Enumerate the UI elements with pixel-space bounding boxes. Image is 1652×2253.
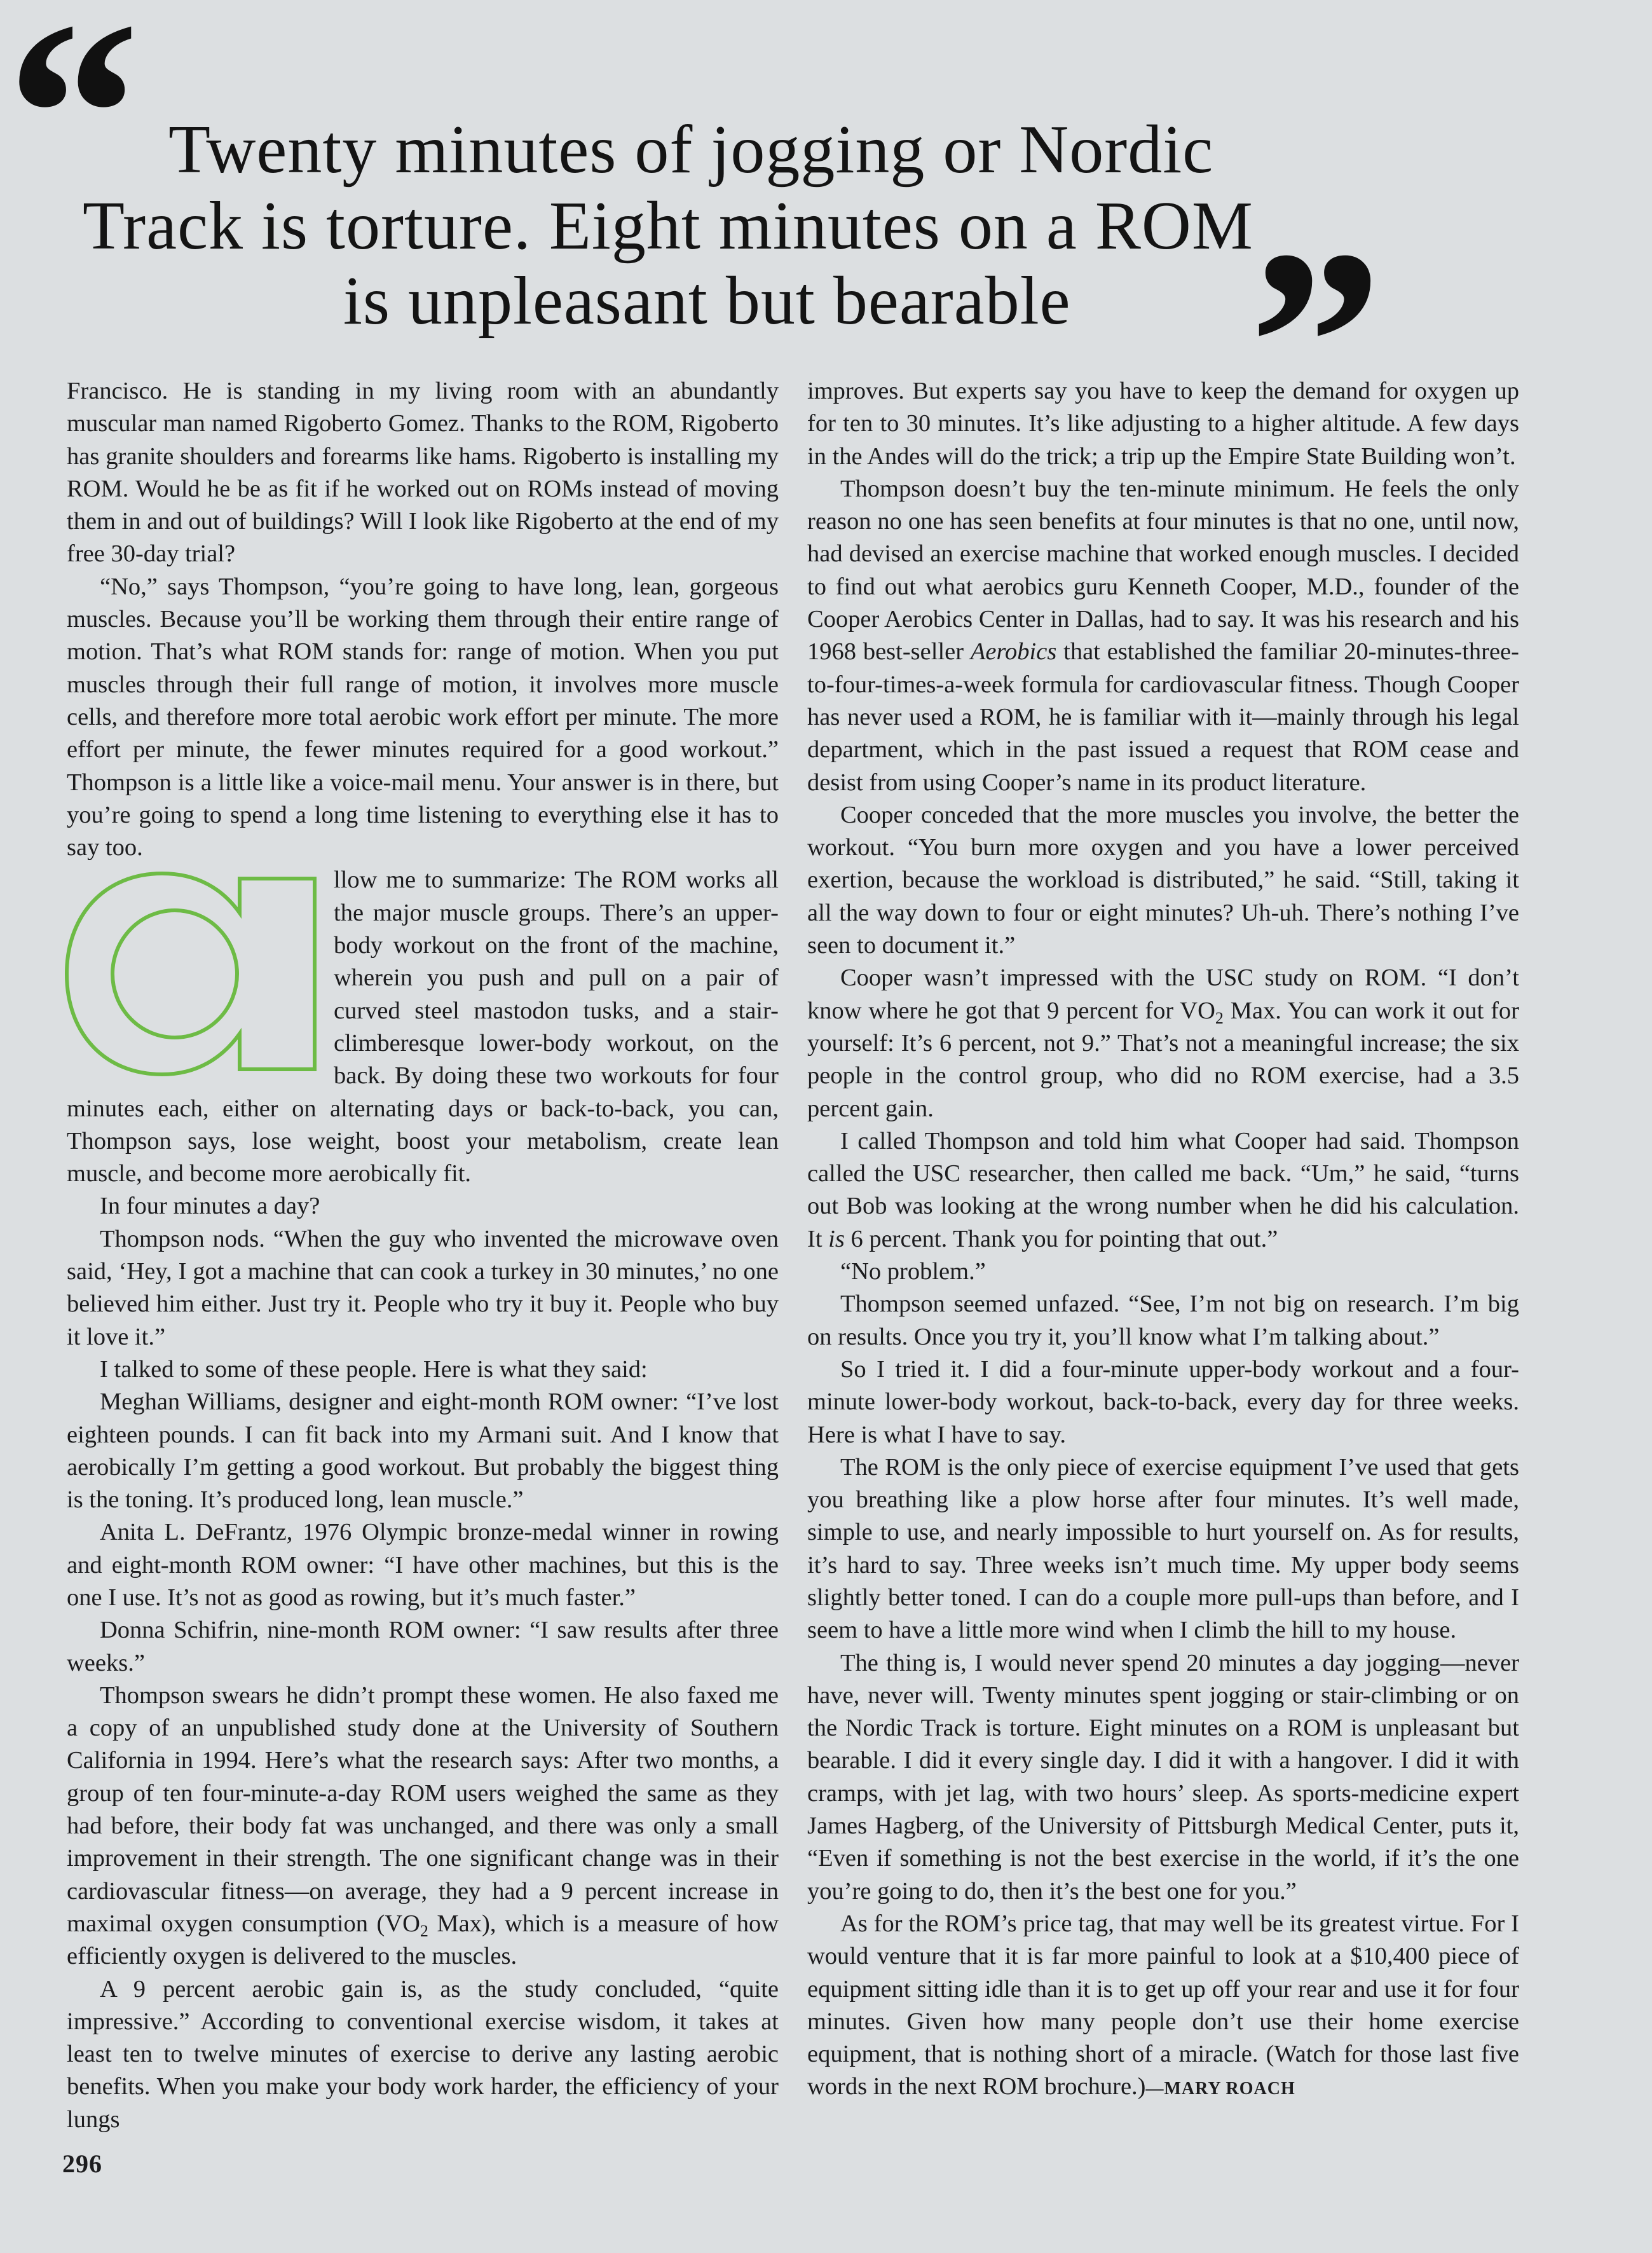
author-signature: —MARY ROACH bbox=[1145, 2079, 1295, 2099]
paragraph-text: Thompson swears he didn’t prompt these women. He also faxed me a copy of an unpublished study done at the University of Southern California in 1994. Here’s what the research says: After two months, a group of ten four-minute-a-day ROM users weighed the same as they had before, their body fat was unchanged, and there was only a small improvement in their strength. The one significant change was in their cardiovascular fitness—on average, they had a 9 percent increase in maximal oxygen consumption (VO bbox=[67, 1681, 779, 1937]
paragraph: In four minutes a day? bbox=[100, 1193, 320, 1220]
left-column bbox=[67, 375, 779, 2136]
paragraph: “No,” says Thompson, “you’re going to have long, lean, gorgeous muscles. Because you’ll be working them through their entire range of motion. That’s what ROM stands for: range of motion. When you put muscles through their full range of motion, it involves more muscle cells, and therefore more total aerobic work effort per minute. The more effort per minute, the fewer minutes required for a good workout.” Thompson is a little like a voice-mail menu. Your answer is in there, but you’re going to spend a long time listening to everything else it has to say too. bbox=[67, 573, 779, 861]
emphasis: is bbox=[828, 1225, 845, 1252]
paragraph-text: 6 percent. Thank you for pointing that out.” bbox=[844, 1225, 1278, 1252]
page-number: 296 bbox=[62, 2149, 102, 2178]
paragraph bbox=[807, 473, 1519, 799]
close-quote-mark: ” bbox=[1249, 195, 1382, 491]
pull-quote-line-3: is unpleasant but bearable bbox=[343, 263, 1071, 339]
book-title: Aerobics bbox=[970, 638, 1057, 666]
paragraph: The ROM is the only piece of exercise equipment I’ve used that gets you breathing like a plow horse after four minutes. It’s well made, simple to use, and nearly impossible to hurt yourself on. As for results, it’s hard to say. Three weeks isn’t much time. My upper body seems slightly better toned. I can do a couple more pull-ups than before, and I seem to have a little more wind when I climb the hill to my house. bbox=[807, 1453, 1519, 1644]
paragraph: A 9 percent aerobic gain is, as the study concluded, “quite impressive.” According to conventional exercise wisdom, it takes at least ten to twelve minutes of exercise to derive any lasting aerobic benefits. When you make your body work harder, the efficiency of your lungs bbox=[67, 1975, 779, 2133]
open-quote-mark: “ bbox=[6, 0, 140, 262]
paragraph: Thompson seemed unfazed. “See, I’m not big on research. I’m big on results. Once you try it, you’ll know what I’m talking about.” bbox=[807, 1291, 1519, 1350]
paragraph: Francisco. He is standing in my living room with an abundantly muscular man named Rigoberto Gomez. Thanks to the ROM, Rigoberto has granite shoulders and forearms like hams. Rigoberto is installing my ROM. Would he be as fit if he worked out on ROMs instead of moving them in and out of buildings? Will I look like Rigoberto at the end of my free 30-day trial? bbox=[67, 378, 779, 568]
paragraph-text: that established the familiar 20-minutes-three-to-four-times-a-week formula for cardiovascular fitness. Though Cooper has never used a ROM, he is familiar with it—mainly through his legal department, which in the past issued a request that ROM cease and desist from using Cooper’s name in its product literature. bbox=[807, 638, 1519, 796]
pull-quote-line-2: Track is torture. Eight minutes on a ROM bbox=[83, 188, 1253, 264]
paragraph-text: As for the ROM’s price tag, that may well be its greatest virtue. For I would venture that it is far more painful to look at a $10,400 piece of equipment sitting idle than it is to get up off your rear and use it for four minutes. Given how many people don’t use their home exercise equipment, that is nothing short of a miracle. (Watch for those last five words in the next ROM brochure.) bbox=[807, 1910, 1519, 2100]
paragraph: Anita L. DeFrantz, 1976 Olympic bronze-medal winner in rowing and eight-month ROM owner: “I have other machines, but this is the one I use. It’s not as good as rowing, but it’s much faster.” bbox=[67, 1519, 779, 1611]
paragraph: improves. But experts say you have to keep the demand for oxygen up for ten to 30 minutes. It’s like adjusting to a higher altitude. A few days in the Andes will do the trick; a trip up the Empire State Building won’t. bbox=[807, 378, 1519, 470]
paragraph bbox=[807, 1125, 1519, 1256]
paragraph: So I tried it. I did a four-minute upper-body workout and a four-minute lower-body workout, back-to-back, every day for three weeks. Here is what I have to say. bbox=[807, 1355, 1519, 1448]
subscript: 2 bbox=[1215, 1008, 1224, 1027]
section-opening-paragraph bbox=[67, 864, 779, 1190]
paragraph: Meghan Williams, designer and eight-month ROM owner: “I’ve lost eighteen pounds. I can fit back into my Armani suit. And I know that aerobically I’m getting a good workout. But probably the biggest thing is the toning. It’s produced long, lean muscle.” bbox=[67, 1388, 779, 1514]
paragraph: Donna Schifrin, nine-month ROM owner: “I saw results after three weeks.” bbox=[67, 1617, 779, 1676]
paragraph: Thompson nods. “When the guy who invented the microwave oven said, ‘Hey, I got a machine that can cook a turkey in 30 minutes,’ no one believed him either. Just try it. People who try it buy it. People who buy it love it.” bbox=[67, 1225, 779, 1350]
subscript: 2 bbox=[420, 1921, 428, 1940]
paragraph-text: I called Thompson and told him what Cooper had said. Thompson called the USC researcher, then called me back. “Um,” he said, “turns out Bob was looking at the wrong number when he did his calculation. It bbox=[807, 1127, 1519, 1252]
dropcap-a-outline bbox=[60, 867, 327, 1080]
right-column bbox=[807, 375, 1519, 2106]
paragraph-text: Max), which is a measure of how efficiently oxygen is delivered to the muscles. bbox=[67, 1910, 779, 1970]
paragraph: Cooper conceded that the more muscles you involve, the better the workout. “You burn more oxygen and you have a lower perceived exertion, because the workload is distributed,” he said. “Still, taking it all the way down to four or eight minutes? Uh-uh. There’s nothing I’ve seen to document it.” bbox=[807, 801, 1519, 959]
paragraph bbox=[807, 1908, 1519, 2106]
paragraph: “No problem.” bbox=[840, 1258, 986, 1285]
paragraph bbox=[807, 962, 1519, 1125]
paragraph-text: Max. You can work it out for yourself: It’s 6 percent, not 9.” That’s not a meaningful increase; the six people in the control group, who did no ROM exercise, had a 3.5 percent gain. bbox=[807, 997, 1519, 1122]
paragraph-text: Cooper wasn’t impressed with the USC study on ROM. “I don’t know where he got that 9 percent for VO bbox=[807, 964, 1519, 1024]
paragraph bbox=[67, 1680, 779, 1973]
paragraph-text: llow me to summarize: The ROM works all the major muscle groups. There’s an upper-body workout on the front of the machine, wherein you push and pull on a pair of curved steel mastodon tusks, and a stair-climberesque lower-body workout, on the back. By doing these two workouts for four minutes each, either on alternating days or back-to-back, you can, Thompson says, lose weight, boost your metabolism, create lean muscle, and become more aerobically fit. bbox=[67, 866, 779, 1188]
dropcap bbox=[60, 867, 327, 1080]
paragraph-text: Thompson doesn’t buy the ten-minute minimum. He feels the only reason no one has seen benefits at four minutes is that no one, until now, had devised an exercise machine that worked enough muscles. I decided to find out what aerobics guru Kenneth Cooper, M.D., founder of the Cooper Aerobics Center in Dallas, had to say. It was his research and his 1968 best-seller bbox=[807, 475, 1519, 666]
paragraph: I talked to some of these people. Here is what they said: bbox=[100, 1355, 648, 1383]
paragraph: The thing is, I would never spend 20 minutes a day jogging—never have, never will. Twenty minutes spent jogging or stair-climbing or on the Nordic Track is torture. Eight minutes on a ROM is unpleasant but bearable. I did it every single day. I did it with a hangover. I did it with cramps, with jet lag, with two hours’ sleep. As sports-medicine expert James Hagberg, of the University of Pittsburgh Medical Center, puts it, “Even if something is not the best exercise in the world, if it’s the one you’re going to do, then it’s the best one for you.” bbox=[807, 1649, 1519, 1905]
pull-quote-line-1: Twenty minutes of jogging or Nordic bbox=[168, 112, 1214, 188]
